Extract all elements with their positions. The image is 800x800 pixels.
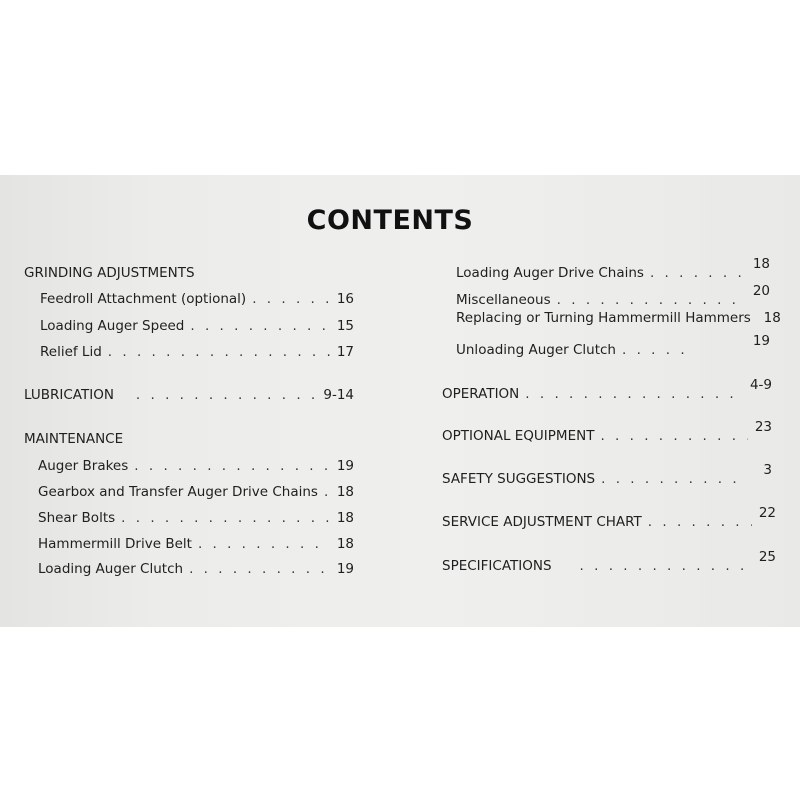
toc-entry-label: OPERATION: [442, 386, 520, 402]
toc-entry-label: Loading Auger Drive Chains: [456, 265, 644, 281]
toc-page-number: 19: [752, 333, 770, 349]
leader-dots: [252, 288, 330, 310]
toc-page-number: 20: [752, 283, 770, 299]
toc-entry-label: Loading Auger Speed: [40, 318, 185, 334]
toc-page-number: 25: [758, 549, 776, 565]
toc-entry-replacing-hammermill-hammers: [456, 307, 781, 329]
toc-entry-label: Hammermill Drive Belt: [38, 536, 192, 552]
toc-entry-loading-auger-speed: [40, 315, 354, 337]
toc-entry-label: Miscellaneous: [456, 292, 551, 308]
leader-dots: [190, 315, 330, 337]
toc-entry-specifications: [442, 549, 776, 577]
toc-page-number: 9-14: [323, 387, 354, 403]
toc-entry-loading-auger-drive-chains: [456, 256, 770, 284]
toc-entry-operation: [442, 377, 772, 405]
section-heading-maintenance: MAINTENANCE: [24, 431, 124, 447]
toc-entry-feedroll-attachment: [40, 288, 354, 310]
toc-page-number: 15: [336, 318, 354, 334]
toc-entry-label: Unloading Auger Clutch: [456, 342, 616, 358]
toc-entry-auger-brakes: [38, 455, 354, 477]
toc-entry-label: Shear Bolts: [38, 510, 116, 526]
toc-entry-lubrication: [24, 384, 354, 406]
leader-dots: [650, 262, 746, 284]
toc-page-number: 16: [336, 291, 354, 307]
toc-page-number: 4-9: [749, 377, 772, 393]
toc-entry-label: Feedroll Attachment (optional): [40, 291, 247, 307]
leader-dots: [525, 383, 744, 405]
toc-page-number: 22: [758, 505, 776, 521]
toc-entry-label: Loading Auger Clutch: [38, 561, 184, 577]
toc-page-number: 18: [336, 536, 354, 552]
leader-dots: [601, 468, 740, 490]
toc-page-number: 18: [336, 484, 354, 500]
toc-entry-service-adjustment-chart: [442, 505, 776, 533]
leader-dots: [622, 339, 692, 361]
toc-entry-gearbox-transfer-auger: [38, 481, 354, 503]
toc-entry-shear-bolts: [38, 507, 354, 529]
toc-entry-loading-auger-clutch: [38, 558, 354, 580]
toc-entry-label: Replacing or Turning Hammermill Hammers: [456, 310, 751, 326]
toc-entry-label: SERVICE ADJUSTMENT CHART: [442, 514, 642, 530]
toc-page-number: 19: [336, 561, 354, 577]
leader-dots: [189, 558, 330, 580]
toc-page-number: 3: [763, 462, 772, 478]
leader-dots: [580, 555, 752, 577]
leader-dots: [108, 341, 330, 363]
leader-dots: [324, 481, 330, 503]
leader-dots: [648, 511, 752, 533]
toc-entry-label: Auger Brakes: [38, 458, 129, 474]
toc-page-number: 23: [754, 419, 772, 435]
toc-entry-label: LUBRICATION: [24, 387, 114, 403]
toc-entry-relief-lid: [40, 341, 354, 363]
leader-dots: [136, 384, 317, 406]
toc-page-number: 19: [336, 458, 354, 474]
toc-entry-unloading-auger-clutch: [456, 333, 770, 361]
leader-dots: [198, 533, 330, 555]
toc-entry-optional-equipment: [442, 419, 772, 447]
toc-entry-safety-suggestions: [442, 462, 772, 490]
toc-entry-hammermill-drive-belt: [38, 533, 354, 555]
toc-entry-label: OPTIONAL EQUIPMENT: [442, 428, 595, 444]
toc-entry-label: SAFETY SUGGESTIONS: [442, 471, 596, 487]
toc-entry-label: Gearbox and Transfer Auger Drive Chains: [38, 484, 318, 500]
toc-page-number: 18: [763, 310, 781, 326]
leader-dots: [134, 455, 330, 477]
leader-dots: [121, 507, 330, 529]
toc-page-number: 18: [336, 510, 354, 526]
toc-page-number: 18: [752, 256, 770, 272]
page-title: CONTENTS: [306, 205, 474, 236]
toc-page-number: 17: [336, 344, 354, 360]
toc-entry-label: Relief Lid: [40, 344, 102, 360]
leader-dots: [600, 425, 748, 447]
toc-entry-label: SPECIFICATIONS: [442, 558, 552, 574]
section-heading-grinding-adjustments: GRINDING ADJUSTMENTS: [24, 265, 195, 281]
